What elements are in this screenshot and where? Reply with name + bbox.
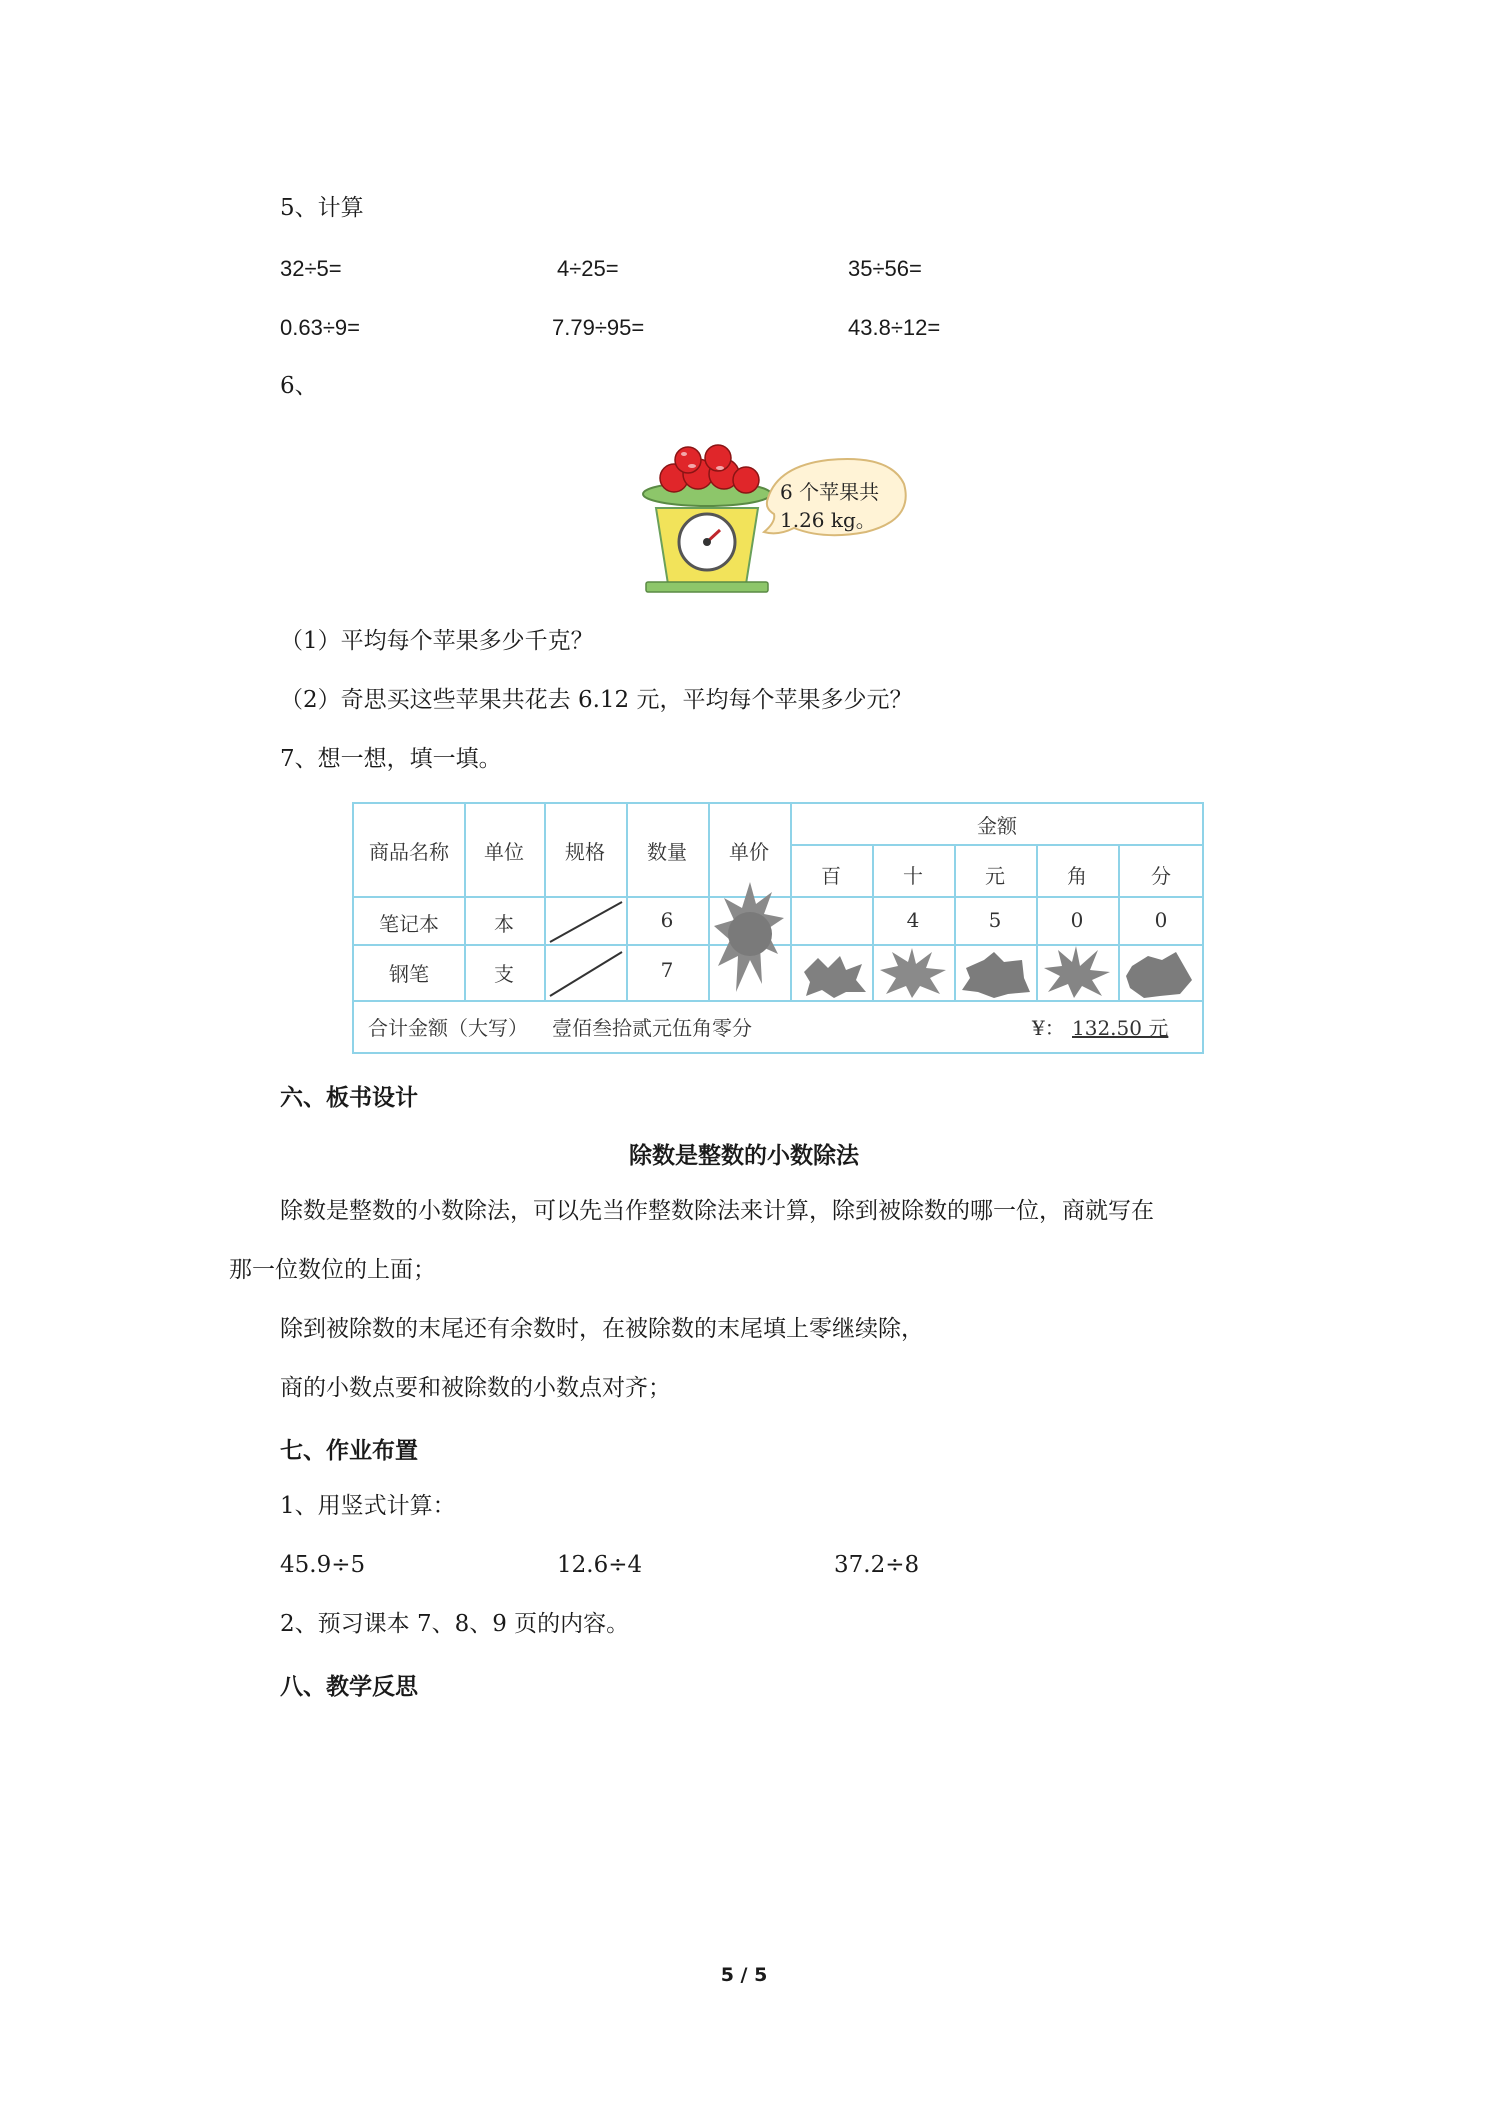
section7-heading: 七、作业布置 [280,1438,418,1464]
row1-amount-yuan: 5 [988,908,1002,932]
header-price: 单价 [729,840,769,864]
total-words: 壹佰叁拾贰元伍角零分 [552,1016,752,1040]
row2-name: 钢笔 [389,962,429,986]
section7-expr-3: 37.2÷8 [834,1552,920,1578]
speech-line-1: 6 个苹果共 [780,480,880,504]
section7-item2: 2、预习课本 7、8、9 页的内容。 [280,1611,630,1637]
section7-item1: 1、用竖式计算： [280,1493,456,1519]
page-number: 5 / 5 [720,1964,768,1986]
q6-sub2: （2）奇思买这些苹果共花去 6.12 元，平均每个苹果多少元？ [280,687,913,713]
apple-scale-icon [628,436,918,596]
q5-expr-3: 35÷56= [848,256,922,281]
speech-line-2: 1.26 kg。 [780,508,876,532]
section6-para3: 商的小数点要和被除数的小数点对齐； [280,1375,671,1401]
amount-col-yuan: 元 [985,864,1005,888]
row2-qty: 7 [660,958,674,982]
q5-expr-2: 4÷25= [557,256,619,281]
section6-title: 除数是整数的小数除法 [629,1143,859,1169]
header-name: 商品名称 [369,840,449,864]
row1-amount-fen: 0 [1154,908,1168,932]
row2-unit: 支 [494,962,514,986]
section8-heading: 八、教学反思 [280,1674,418,1700]
q6-heading: 6、 [280,373,318,399]
purchase-table [352,802,1204,1054]
section6-para1b: 那一位数位的上面； [229,1257,436,1283]
row1-unit: 本 [494,912,514,936]
amount-col-bai: 百 [821,864,841,888]
section7-expr-2: 12.6÷4 [557,1552,643,1578]
header-spec: 规格 [565,840,605,864]
section6-para2: 除到被除数的末尾还有余数时，在被除数的末尾填上零继续除， [280,1316,924,1342]
q5-expr-4: 0.63÷9= [280,315,360,340]
amount-col-shi: 十 [903,864,923,888]
total-symbol: ¥： [1032,1016,1065,1040]
row1-amount-jiao: 0 [1070,908,1084,932]
q5-expr-6: 43.8÷12= [848,315,941,340]
header-amount: 金额 [977,814,1017,838]
total-label: 合计金额（大写） [368,1016,528,1040]
q5-expr-1: 32÷5= [280,256,342,281]
q5-expr-5: 7.79÷95= [552,315,645,340]
q5-heading: 5、计算 [280,195,364,221]
header-unit: 单位 [484,840,524,864]
row1-amount-shi: 4 [906,908,920,932]
amount-col-fen: 分 [1151,864,1171,888]
q6-sub1: （1）平均每个苹果多少千克？ [280,628,594,654]
section6-para1a: 除数是整数的小数除法，可以先当作整数除法来计算，除到被除数的哪一位，商就写在 [280,1198,1154,1224]
amount-col-jiao: 角 [1067,864,1087,888]
row1-name: 笔记本 [379,912,439,936]
q7-heading: 7、想一想，填一填。 [280,746,502,772]
section7-expr-1: 45.9÷5 [280,1552,366,1578]
header-qty: 数量 [647,840,687,864]
total-value: 132.50 元 [1072,1016,1169,1040]
section6-heading: 六、板书设计 [280,1085,418,1111]
row1-qty: 6 [660,908,674,932]
